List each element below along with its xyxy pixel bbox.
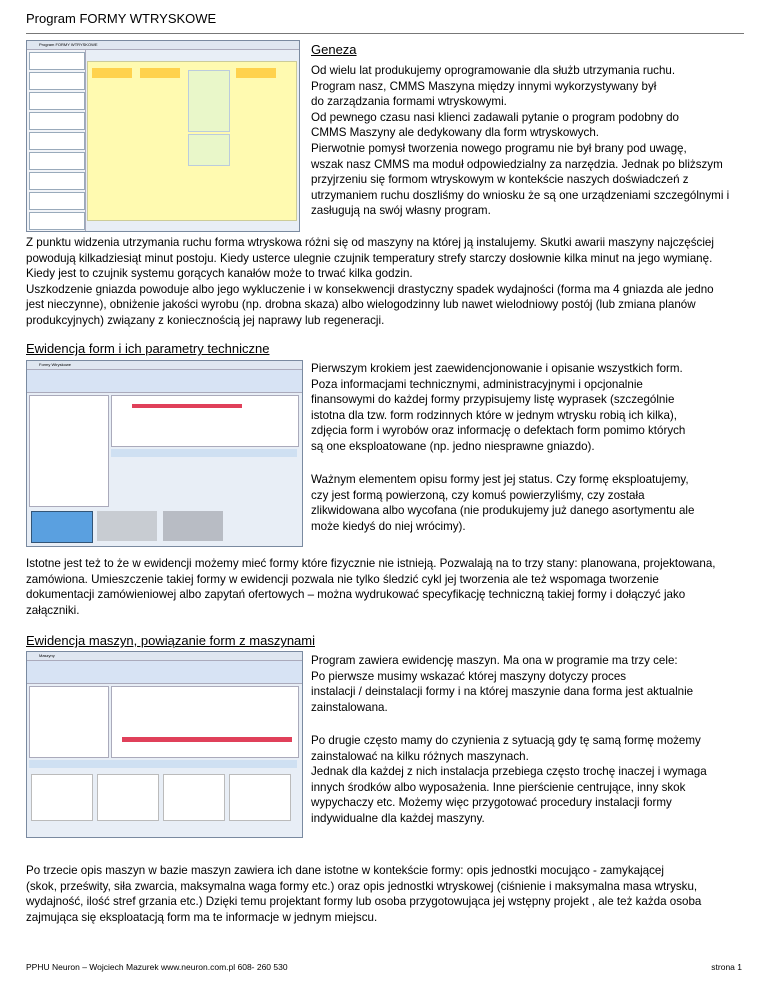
- screenshot-titlebar: [27, 361, 302, 370]
- sidebar-item: [29, 132, 85, 150]
- text-line: powodują kilkadziesiąt minut postoju. Kiedy usterce ulegnie czujnik temperatury strefy starczy dosłownie kilka minut na jego wymianę.: [26, 251, 713, 265]
- machines-paragraph-2: [311, 733, 751, 827]
- screenshot-toolbar: [27, 370, 302, 393]
- text-line: do zarządzania formami wtryskowymi.: [311, 95, 507, 109]
- section-heading-ewidencja-maszyn: Ewidencja maszyn, powiązanie form z maszynami: [26, 633, 315, 648]
- screenshot-titlebar: [27, 652, 302, 661]
- text-line: Po drugie często mamy do czynienia z sytuacją gdy tę samą formę możemy: [311, 734, 701, 747]
- footer-contact: PPHU Neuron – Wojciech Mazurek www.neuron.com.pl 608- 260 530: [26, 962, 288, 972]
- forms-paragraph-2: [311, 472, 751, 534]
- text-line: Jednak dla każdej z nich instalacja przebiega często trochę inaczej i wymaga: [311, 765, 707, 779]
- sidebar-item: [29, 172, 85, 190]
- text-line: zasługują na swój własny program.: [311, 204, 491, 218]
- calendar-app-screenshot: [26, 40, 300, 232]
- product-photo: [31, 511, 93, 543]
- sidebar-item: [29, 212, 85, 230]
- text-line: instalacji / deinstalacji formy i na której maszynie dana forma jest aktualnie: [311, 685, 694, 699]
- text-line: zlikwidowana albo wycofana (nie produkujemy już danego asortymentu ale: [311, 504, 695, 518]
- machines-paragraph-1: [311, 653, 751, 715]
- sidebar-item: [29, 152, 85, 170]
- third-purpose-paragraph: [26, 863, 748, 925]
- status-paragraph: [26, 556, 748, 618]
- machine-drawing: [97, 774, 159, 821]
- text-line: dokumentacji zamówieniowej albo zapytań ofertowych – można wydrukować specyfikację techniczną takiej formy i dołączyć jako: [26, 588, 686, 602]
- text-line: Poza informacjami technicznymi, administracyjnymi i opcjonalnie: [311, 377, 643, 391]
- text-line: Z punktu widzenia utrzymania ruchu forma wtryskowa różni się od maszyny na której ją instalujemy. Skutki awarii maszyny najczęściej: [26, 236, 714, 249]
- forms-paragraph-1: [311, 361, 751, 455]
- text-line: jest nieczynne), obniżenie jakości wyrobu (np. drobna skaza) albo wielogodzinny lub nawet wielodniowy postój (lub zmiana planów: [26, 298, 696, 312]
- text-line: Uszkodzenie gniazda powoduje albo jego wykluczenie i w konsekwencji drastyczny spadek wydajności (forma ma 4 gniazda ale jedno: [26, 282, 714, 296]
- screenshot-app-title: Program FORMY WTRYSKOWE: [39, 42, 98, 47]
- machine-drawing: [229, 774, 291, 821]
- text-line: Pierwszym krokiem jest zaewidencjonowanie i opisanie wszystkich form.: [311, 362, 683, 375]
- screenshot-details-panel: [29, 686, 109, 758]
- screenshot-details-panel: [29, 395, 109, 507]
- screenshot-tabs: [29, 760, 297, 768]
- section-heading-geneza: Geneza: [311, 42, 357, 57]
- text-line: są one eksploatowane (np. jedno niesprawne gniazdo).: [311, 439, 595, 453]
- text-line: CMMS Maszyny ale dedykowany dla form wtryskowych.: [311, 126, 599, 140]
- calendar-grid: [87, 61, 297, 221]
- calendar-event: [236, 68, 276, 78]
- text-line: Kiedy jest to czujnik systemu gorących kanałów może to trwać kilka godzin.: [26, 267, 413, 281]
- text-line: czy jest formą powierzoną, czy komuś powierzyliśmy, czy została: [311, 488, 645, 502]
- forms-app-screenshot: [26, 360, 303, 547]
- text-line: zamówiona. Umieszczenie takiej formy w ewidencji pozwala nie tylko śledzić cykl jej tworzenia ale też wspomaga tworzenie: [26, 572, 659, 586]
- text-line: indywidualne dla każdej maszyny.: [311, 811, 485, 825]
- sidebar-item: [29, 192, 85, 210]
- screenshot-tabs: [111, 449, 297, 457]
- text-line: Ważnym elementem opisu formy jest jej status. Czy formę eksploatujemy,: [311, 473, 689, 486]
- screenshot-toolbar: [27, 661, 302, 684]
- text-line: zainstalowana.: [311, 700, 388, 714]
- calendar-event: [92, 68, 132, 78]
- text-line: przyjrzeniu się formom wtryskowym w kontekście naszych doświadczeń z: [311, 173, 689, 187]
- machines-app-screenshot: [26, 651, 303, 838]
- text-line: (skok, prześwity, siła zwarcia, maksymalna waga formy etc.) oraz opis jednostki wtryskowej (ciśnienie i maksymalna masa wtrysku,: [26, 879, 698, 893]
- text-line: Program zawiera ewidencję maszyn. Ma ona w programie ma trzy cele:: [311, 654, 678, 667]
- text-line: produkcyjnych) związany z koniecznością jej naprawy lub regeneracji.: [26, 313, 385, 327]
- calendar-event: [140, 68, 180, 78]
- text-line: Program nasz, CMMS Maszyna między innymi wykorzystywany był: [311, 79, 657, 93]
- footer-page-number: strona 1: [711, 962, 742, 972]
- text-line: wydajność, ilość stref grzania etc.) Dzięki temu projektant formy lub osoba przygotowująca jej wstępny projekt , ale też każda osoba: [26, 895, 702, 909]
- text-line: innych środków albo wyposażenia. Inne pierścienie centrujące, inny skok: [311, 780, 686, 794]
- text-line: Po pierwsze musimy wskazać której maszyny dotyczy proces: [311, 669, 627, 683]
- text-line: Od wielu lat produkujemy oprogramowanie dla służb utrzymania ruchu.: [311, 64, 676, 77]
- mold-photo: [97, 511, 157, 541]
- text-line: Po trzecie opis maszyn w bazie maszyn zawiera ich dane istotne w kontekście formy: opis jednostki mocująco - zamykającej: [26, 864, 664, 877]
- screenshot-titlebar: [27, 41, 299, 50]
- sidebar-item: [29, 92, 85, 110]
- calendar-event: [188, 134, 230, 166]
- calendar-event: [188, 70, 230, 132]
- screenshot-app-title: Formy Wtryskowe: [39, 362, 71, 367]
- header-rule: [26, 33, 744, 34]
- sidebar-item: [29, 52, 85, 70]
- text-line: Istotne jest też to że w ewidencji możemy mieć formy które fizycznie nie istnieją. Pozwalają na to trzy stany: planowana, projektowana,: [26, 557, 716, 570]
- sidebar-item: [29, 72, 85, 90]
- machine-drawing: [31, 774, 93, 821]
- text-line: zajmująca się eksploatacją form ma te informacje w jednym miejscu.: [26, 910, 378, 924]
- text-line: może kiedyś do niej wrócimy).: [311, 519, 466, 533]
- text-line: Od pewnego czasu nasi klienci zadawali pytanie o program podobny do: [311, 110, 680, 124]
- text-line: Pierwotnie pomysł tworzenia nowego programu nie był brany pod uwagę,: [311, 141, 687, 155]
- text-line: utrzymaniem ruchu doszliśmy do wniosku że są one urządzeniami szczególnymi i: [311, 188, 730, 202]
- screenshot-sidebar: [27, 50, 86, 231]
- text-line: zdjęcia form i wyrobów oraz informację o defektach form pomimo których: [311, 424, 686, 438]
- text-line: finansowymi do każdej formy przypisujemy listę wyprasek (szczególnie: [311, 393, 675, 407]
- text-line: zainstalować na kilku różnych maszynach.: [311, 749, 529, 763]
- text-line: załączniki.: [26, 603, 80, 617]
- section-heading-ewidencja-form: Ewidencja form i ich parametry techniczne: [26, 341, 270, 356]
- document-header-title: Program FORMY WTRYSKOWE: [26, 11, 217, 26]
- mold-photo: [163, 511, 223, 541]
- list-selected-row: [122, 737, 292, 742]
- screenshot-forms-list: [111, 395, 299, 447]
- text-line: wszak nasz CMMS ma moduł odpowiedzialny za narzędzia. Jednak po bliższym: [311, 157, 723, 171]
- screenshot-machines-list: [111, 686, 299, 758]
- text-line: wypychaczy etc. Możemy więc przygotować procedury instalacji formy: [311, 796, 672, 810]
- text-line: istotna dla tzw. form rodzinnych które w jednym wtrysku robią ich kilka),: [311, 408, 677, 422]
- intro-paragraph: [26, 235, 748, 329]
- sidebar-item: [29, 112, 85, 130]
- geneza-paragraph: [311, 63, 751, 219]
- machine-drawing: [163, 774, 225, 821]
- screenshot-app-title: Maszyny: [39, 653, 55, 658]
- list-selected-row: [132, 404, 242, 408]
